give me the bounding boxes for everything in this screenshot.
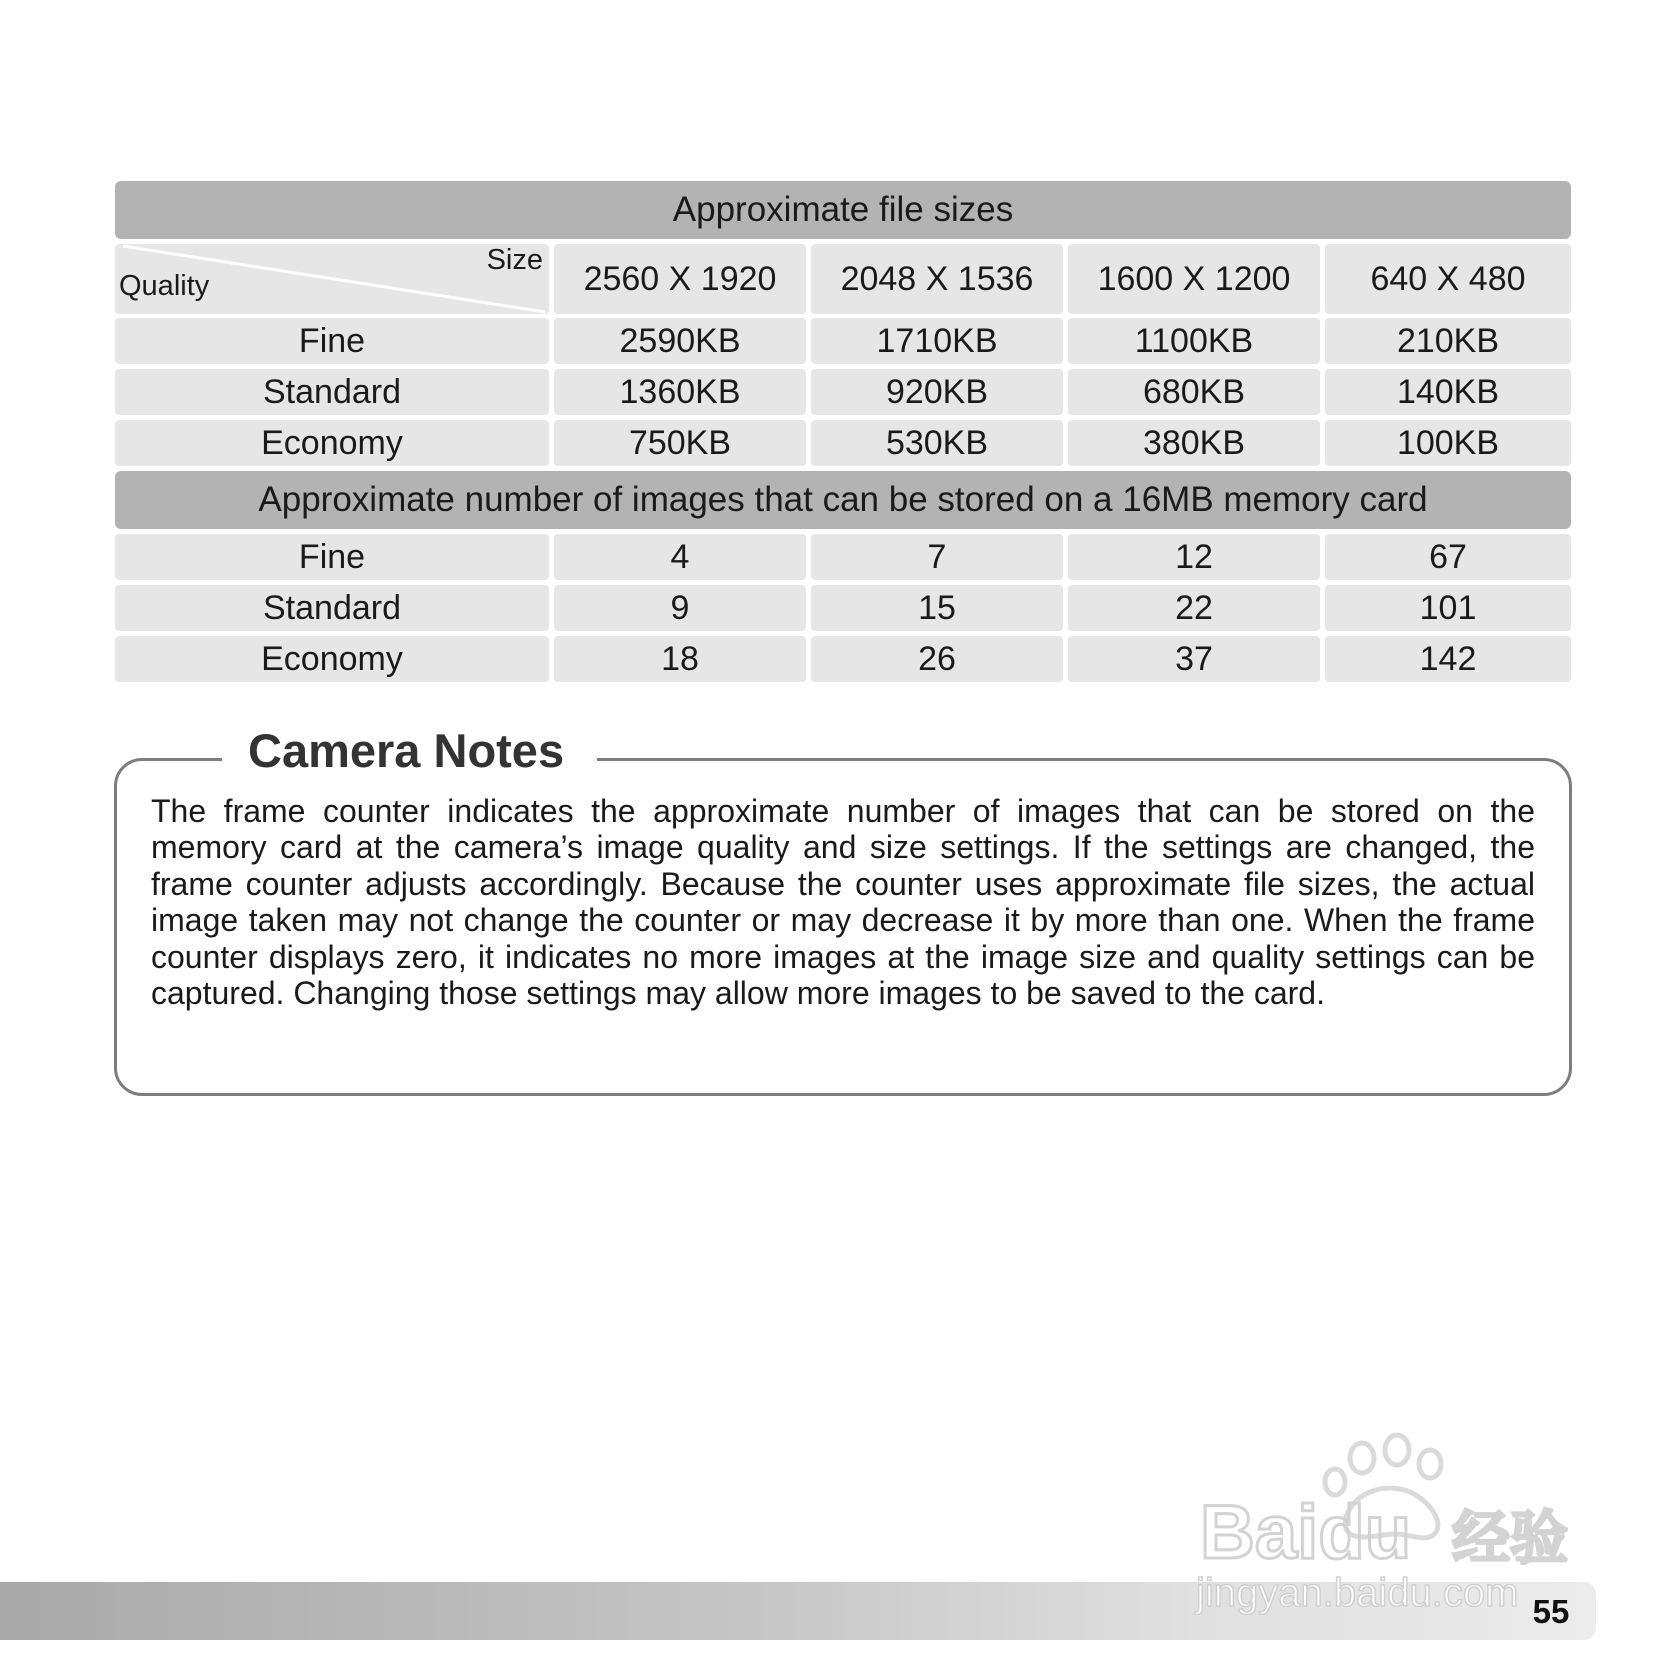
watermark-brand-cn: 经验 [1452, 1504, 1569, 1572]
table-cell: 100KB [1325, 420, 1571, 466]
table-cell: 1360KB [554, 369, 806, 415]
column-header-2048x1536: 2048 X 1536 [811, 244, 1063, 314]
quality-label-standard: Standard [115, 369, 549, 415]
table-cell: 101 [1325, 585, 1571, 631]
quality-label-standard: Standard [115, 585, 549, 631]
table-cell: 530KB [811, 420, 1063, 466]
table-cell: 26 [811, 636, 1063, 682]
table-cell: 15 [811, 585, 1063, 631]
quality-axis-label: Quality [119, 270, 210, 302]
table-cell: 920KB [811, 369, 1063, 415]
table-cell: 1100KB [1068, 318, 1320, 364]
watermark-brand: Baidu [1200, 1490, 1412, 1575]
file-sizes-title: Approximate file sizes [115, 181, 1571, 239]
quality-label-economy: Economy [115, 420, 549, 466]
table-cell: 1710KB [811, 318, 1063, 364]
table-cell: 67 [1325, 534, 1571, 580]
page-number: 55 [1532, 1593, 1570, 1630]
column-header-2560x1920: 2560 X 1920 [554, 244, 806, 314]
header-diagonal-cell [115, 244, 549, 314]
table-cell: 7 [811, 534, 1063, 580]
table-cell: 4 [554, 534, 806, 580]
column-header-1600x1200: 1600 X 1200 [1068, 244, 1320, 314]
size-axis-label: Size [486, 244, 543, 276]
column-header-640x480: 640 X 480 [1325, 244, 1571, 314]
table-cell: 680KB [1068, 369, 1320, 415]
table-cell: 210KB [1325, 318, 1571, 364]
camera-notes-body: The frame counter indicates the approximate number of images that can be stored on the memory card at the camera’s image quality and size settings. If the settings are changed, the frame counter adjusts accordingly. Because the counter uses approximate file sizes, the actual image taken may not change the counter or may decrease it by more than one. When the frame counter displays zero, it indicates no more images at the image size and quality settings can be captured. Changing those settings may allow more images to be saved to the card. [151, 793, 1535, 1012]
camera-notes-title: Camera Notes [248, 724, 565, 777]
table-cell: 22 [1068, 585, 1320, 631]
table-cell: 750KB [554, 420, 806, 466]
table-cell: 2590KB [554, 318, 806, 364]
table-cell: 142 [1325, 636, 1571, 682]
table-cell: 18 [554, 636, 806, 682]
quality-label-fine: Fine [115, 534, 549, 580]
quality-label-economy: Economy [115, 636, 549, 682]
table-cell: 9 [554, 585, 806, 631]
quality-label-fine: Fine [115, 318, 549, 364]
table-cell: 12 [1068, 534, 1320, 580]
table-cell: 37 [1068, 636, 1320, 682]
table-cell: 380KB [1068, 420, 1320, 466]
table-cell: 140KB [1325, 369, 1571, 415]
image-count-title: Approximate number of images that can be stored on a 16MB memory card [115, 471, 1571, 529]
watermark-url: jingyan.baidu.com [1196, 1571, 1519, 1615]
